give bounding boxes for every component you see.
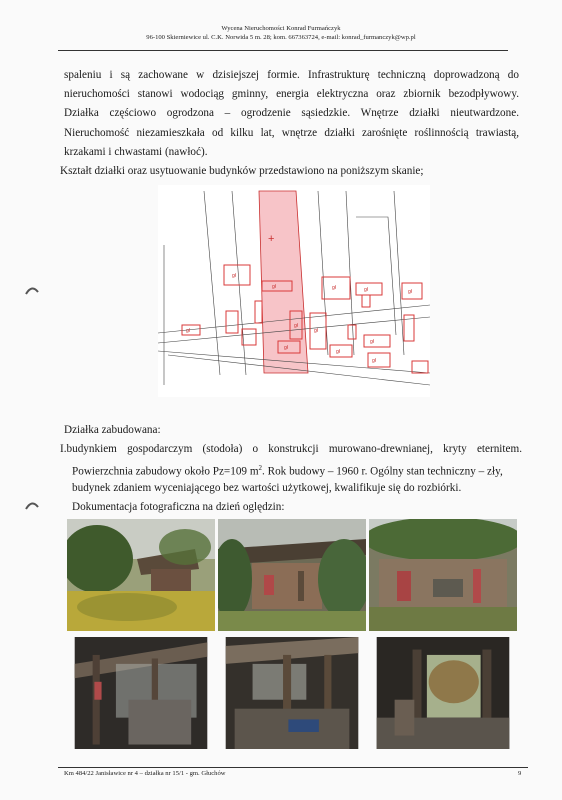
item-area-suffix: . Rok budowy – 1960 r. Ogólny stan techniczny – zły, bbox=[262, 465, 503, 478]
photo-grid bbox=[67, 519, 517, 762]
parcel-map-scan bbox=[158, 185, 430, 397]
intro-line: spaleniu i są zachowane w dzisiejszej formie. Infrastrukturę techniczną doprowadzoną do bbox=[64, 69, 519, 81]
header-contact: 96-100 Skierniewice ul. C.K. Norwida 5 m. 28; kom. 667363724, e-mail: konrad_furmanczyk@wp.pl bbox=[146, 34, 416, 41]
photo-exterior-overgrown bbox=[67, 519, 215, 631]
punch-hole-icon bbox=[24, 497, 40, 513]
intro-paragraph bbox=[64, 66, 519, 162]
intro-line: Działka częściowo ogrodzona – ogrodzenie sąsiedzkie. Wnętrze działki nieutwardzone. bbox=[64, 107, 519, 120]
header-divider bbox=[58, 50, 508, 51]
punch-hole-icon bbox=[24, 282, 40, 298]
footer-reference: Km 484/22 Janisławice nr 4 – działka nr 15/1 - gm. Głuchów bbox=[64, 770, 226, 777]
building-description bbox=[60, 440, 522, 459]
item-area-text: Powierzchnia zabudowy około Pz=109 m bbox=[72, 465, 259, 478]
page-number: 9 bbox=[518, 770, 522, 777]
building-label: gł bbox=[272, 284, 276, 290]
building-label: gł bbox=[186, 328, 190, 334]
building-label: gł bbox=[314, 328, 318, 334]
photo-caption: Dokumentacja fotograficzna na dzień oględzin: bbox=[72, 501, 285, 513]
building-label: gł bbox=[370, 339, 374, 345]
footer-divider bbox=[58, 767, 528, 768]
intro-line: nieruchomości stanowi wodociąg gminny, energia elektryczna oraz zbiornik bezodpływowy. bbox=[64, 88, 519, 101]
photo-barn-doorway bbox=[369, 637, 517, 749]
building-label: gł bbox=[332, 285, 336, 291]
photo-ruined-wall bbox=[218, 519, 366, 631]
building-label: gł bbox=[284, 345, 288, 351]
building-label: gł bbox=[294, 323, 298, 329]
section-title: Działka zabudowana: bbox=[64, 424, 161, 436]
building-label: gł bbox=[372, 358, 376, 364]
item-line: budynek zdaniem wyceniającego bez wartości użytkowej, kwalifikuje się do rozbiórki. bbox=[72, 482, 462, 494]
page-header bbox=[0, 24, 562, 42]
item-area-sup: 2 bbox=[258, 464, 263, 472]
header-company: Wycena Nieruchomości Konrad Furmańczyk bbox=[221, 25, 341, 32]
photo-collapsed-structure bbox=[369, 519, 517, 631]
building-label: gł bbox=[232, 273, 236, 279]
photo-barn-interior-left bbox=[67, 637, 215, 749]
building-label: gł bbox=[364, 287, 368, 293]
parcel-marker-icon: + bbox=[268, 233, 275, 245]
photo-barn-interior-center bbox=[218, 637, 366, 749]
intro-line: krzakami i chwastami (nawłoć). bbox=[64, 145, 208, 158]
sketch-caption: Kształt działki oraz usytuowanie budynków przedstawiono na poniższym skanie; bbox=[60, 165, 424, 177]
building-label: gł bbox=[408, 289, 412, 295]
item-line: I.budynkiem gospodarczym (stodoła) o konstrukcji murowano-drewnianej, kryty eternitem. bbox=[60, 443, 522, 455]
intro-line: Nieruchomość niezamieszkała od kilku lat, wnętrze działki zarośnięte roślinnością trawiastą, bbox=[64, 126, 519, 139]
building-label: gł bbox=[336, 349, 340, 355]
